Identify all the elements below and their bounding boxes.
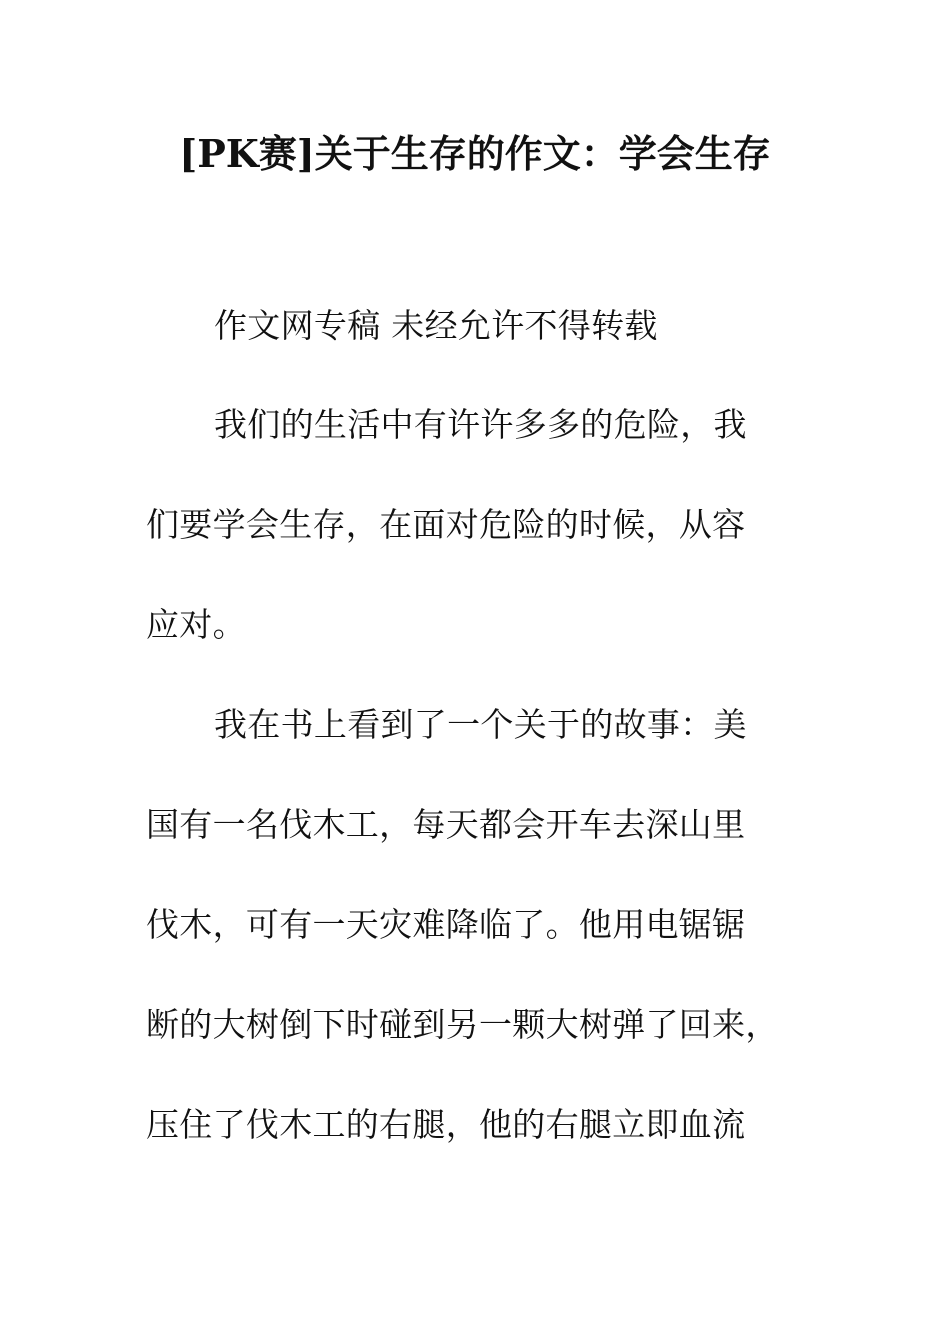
paragraph-line: 伐木，可有一天灾难降临了。他用电锯锯 (146, 905, 746, 944)
paragraph-line: 我们的生活中有许许多多的危险，我 (214, 405, 747, 444)
copyright-notice: 作文网专稿 未经允许不得转载 (214, 306, 658, 345)
paragraph-line: 们要学会生存，在面对危险的时候，从容 (146, 505, 746, 544)
paragraph-line: 断的大树倒下时碰到另一颗大树弹了回来， (146, 1005, 779, 1044)
paragraph-line: 国有一名伐木工，每天都会开车去深山里 (146, 805, 746, 844)
paragraph-line: 压住了伐木工的右腿，他的右腿立即血流 (146, 1105, 746, 1144)
paragraph-line: 我在书上看到了一个关于的故事：美 (214, 705, 747, 744)
document-title: [PK赛]关于生存的作文：学会生存 (179, 131, 771, 176)
paragraph-line: 应对。 (146, 605, 246, 644)
